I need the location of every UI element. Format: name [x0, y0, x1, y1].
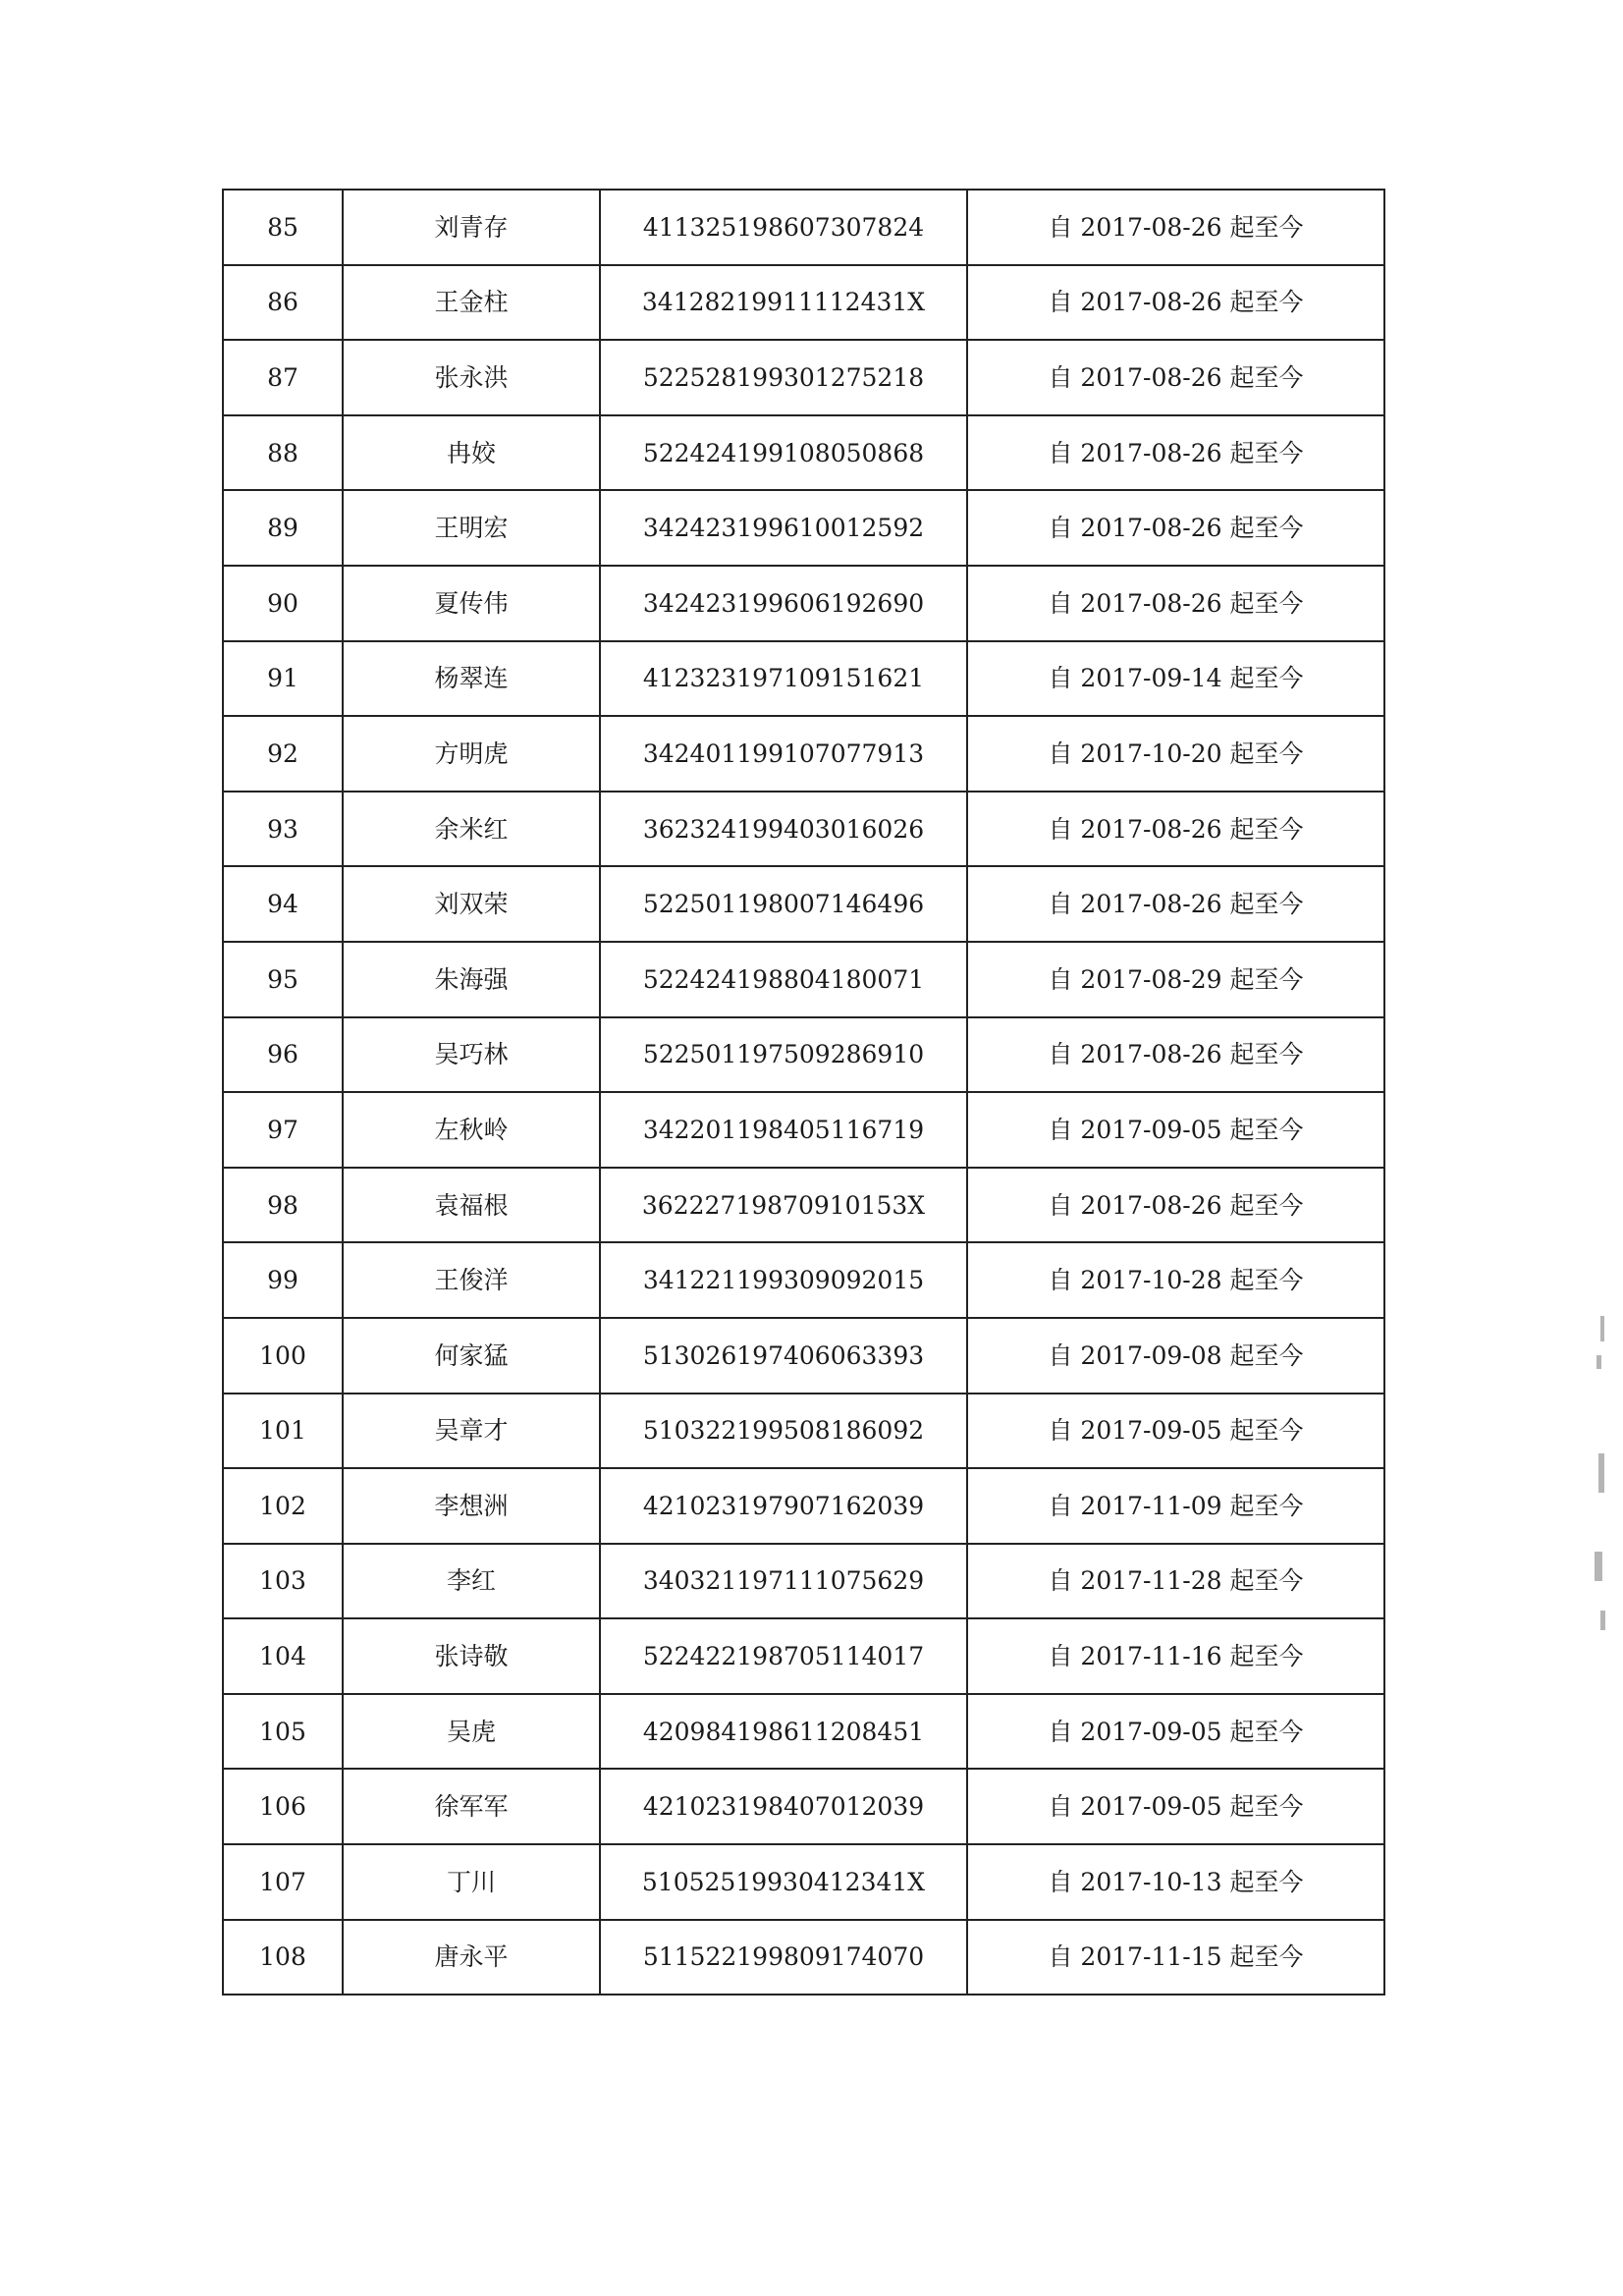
roster-table-body [223, 190, 1384, 1995]
table-row [223, 792, 1384, 867]
row-number: 89 [223, 490, 343, 566]
row-number: 93 [223, 792, 343, 867]
row-number: 85 [223, 190, 343, 265]
row-number: 101 [223, 1394, 343, 1469]
start-period: 自 2017-09-05 起至今 [967, 1694, 1384, 1770]
table-row [223, 1694, 1384, 1770]
start-period: 自 2017-08-29 起至今 [967, 942, 1384, 1017]
row-number: 90 [223, 566, 343, 641]
start-period: 自 2017-08-26 起至今 [967, 190, 1384, 265]
id-number: 362324199403016026 [600, 792, 967, 867]
start-period: 自 2017-11-28 起至今 [967, 1544, 1384, 1619]
row-number: 99 [223, 1242, 343, 1318]
table-row [223, 1844, 1384, 1920]
person-name: 王明宏 [343, 490, 600, 566]
table-row [223, 866, 1384, 942]
person-name: 徐军军 [343, 1769, 600, 1844]
id-number: 511522199809174070 [600, 1920, 967, 1995]
row-number: 104 [223, 1618, 343, 1694]
start-period: 自 2017-08-26 起至今 [967, 490, 1384, 566]
id-number: 420984198611208451 [600, 1694, 967, 1770]
id-number: 342401199107077913 [600, 716, 967, 792]
start-period: 自 2017-08-26 起至今 [967, 340, 1384, 415]
scan-speck [1598, 1453, 1604, 1493]
start-period: 自 2017-08-26 起至今 [967, 1168, 1384, 1243]
person-name: 余米红 [343, 792, 600, 867]
start-period: 自 2017-11-16 起至今 [967, 1618, 1384, 1694]
row-number: 91 [223, 641, 343, 717]
table-row [223, 1092, 1384, 1168]
table-row [223, 1394, 1384, 1469]
person-name: 吴章才 [343, 1394, 600, 1469]
table-row [223, 1544, 1384, 1619]
row-number: 100 [223, 1318, 343, 1394]
id-number: 421023198407012039 [600, 1769, 967, 1844]
person-name: 左秋岭 [343, 1092, 600, 1168]
scan-speck [1595, 1552, 1602, 1581]
person-name: 何家猛 [343, 1318, 600, 1394]
row-number: 98 [223, 1168, 343, 1243]
table-row [223, 1769, 1384, 1844]
start-period: 自 2017-09-05 起至今 [967, 1769, 1384, 1844]
table-row [223, 1920, 1384, 1995]
person-name: 吴巧林 [343, 1017, 600, 1093]
row-number: 95 [223, 942, 343, 1017]
person-name: 吴虎 [343, 1694, 600, 1770]
start-period: 自 2017-08-26 起至今 [967, 866, 1384, 942]
id-number: 342423199606192690 [600, 566, 967, 641]
person-name: 杨翠连 [343, 641, 600, 717]
person-name: 李想洲 [343, 1468, 600, 1544]
table-row [223, 1242, 1384, 1318]
person-name: 唐永平 [343, 1920, 600, 1995]
person-name: 张永洪 [343, 340, 600, 415]
id-number: 522528199301275218 [600, 340, 967, 415]
person-name: 刘青存 [343, 190, 600, 265]
start-period: 自 2017-11-09 起至今 [967, 1468, 1384, 1544]
start-period: 自 2017-10-13 起至今 [967, 1844, 1384, 1920]
table-row [223, 641, 1384, 717]
id-number: 522424198804180071 [600, 942, 967, 1017]
person-name: 袁福根 [343, 1168, 600, 1243]
start-period: 自 2017-11-15 起至今 [967, 1920, 1384, 1995]
row-number: 108 [223, 1920, 343, 1995]
table-row [223, 190, 1384, 265]
person-name: 刘双荣 [343, 866, 600, 942]
start-period: 自 2017-08-26 起至今 [967, 566, 1384, 641]
roster-table [222, 189, 1385, 1995]
start-period: 自 2017-10-20 起至今 [967, 716, 1384, 792]
start-period: 自 2017-08-26 起至今 [967, 1017, 1384, 1093]
id-number: 510322199508186092 [600, 1394, 967, 1469]
person-name: 夏传伟 [343, 566, 600, 641]
row-number: 94 [223, 866, 343, 942]
person-name: 王金柱 [343, 265, 600, 341]
table-row [223, 1618, 1384, 1694]
row-number: 86 [223, 265, 343, 341]
scan-speck [1600, 1316, 1604, 1341]
row-number: 103 [223, 1544, 343, 1619]
person-name: 王俊洋 [343, 1242, 600, 1318]
id-number: 522501197509286910 [600, 1017, 967, 1093]
row-number: 97 [223, 1092, 343, 1168]
id-number: 522424199108050868 [600, 415, 967, 491]
start-period: 自 2017-09-05 起至今 [967, 1092, 1384, 1168]
table-row [223, 1168, 1384, 1243]
row-number: 88 [223, 415, 343, 491]
id-number: 342201198405116719 [600, 1092, 967, 1168]
table-row [223, 566, 1384, 641]
start-period: 自 2017-08-26 起至今 [967, 415, 1384, 491]
id-number: 421023197907162039 [600, 1468, 967, 1544]
person-name: 方明虎 [343, 716, 600, 792]
table-row [223, 1468, 1384, 1544]
id-number: 411325198607307824 [600, 190, 967, 265]
row-number: 102 [223, 1468, 343, 1544]
row-number: 107 [223, 1844, 343, 1920]
row-number: 106 [223, 1769, 343, 1844]
person-name: 朱海强 [343, 942, 600, 1017]
id-number: 522501198007146496 [600, 866, 967, 942]
table-row [223, 415, 1384, 491]
start-period: 自 2017-09-14 起至今 [967, 641, 1384, 717]
id-number: 340321197111075629 [600, 1544, 967, 1619]
id-number: 36222719870910153X [600, 1168, 967, 1243]
start-period: 自 2017-08-26 起至今 [967, 265, 1384, 341]
person-name: 李红 [343, 1544, 600, 1619]
row-number: 96 [223, 1017, 343, 1093]
id-number: 51052519930412341X [600, 1844, 967, 1920]
person-name: 张诗敬 [343, 1618, 600, 1694]
table-row [223, 490, 1384, 566]
id-number: 341221199309092015 [600, 1242, 967, 1318]
person-name: 丁川 [343, 1844, 600, 1920]
start-period: 自 2017-10-28 起至今 [967, 1242, 1384, 1318]
scan-speck [1600, 1611, 1605, 1630]
table-row [223, 1318, 1384, 1394]
row-number: 87 [223, 340, 343, 415]
id-number: 34128219911112431X [600, 265, 967, 341]
row-number: 105 [223, 1694, 343, 1770]
row-number: 92 [223, 716, 343, 792]
table-row [223, 340, 1384, 415]
table-row [223, 716, 1384, 792]
table-row [223, 1017, 1384, 1093]
id-number: 342423199610012592 [600, 490, 967, 566]
scan-speck [1596, 1355, 1601, 1369]
id-number: 412323197109151621 [600, 641, 967, 717]
start-period: 自 2017-08-26 起至今 [967, 792, 1384, 867]
id-number: 513026197406063393 [600, 1318, 967, 1394]
person-name: 冉姣 [343, 415, 600, 491]
table-row [223, 265, 1384, 341]
start-period: 自 2017-09-08 起至今 [967, 1318, 1384, 1394]
id-number: 522422198705114017 [600, 1618, 967, 1694]
start-period: 自 2017-09-05 起至今 [967, 1394, 1384, 1469]
table-row [223, 942, 1384, 1017]
